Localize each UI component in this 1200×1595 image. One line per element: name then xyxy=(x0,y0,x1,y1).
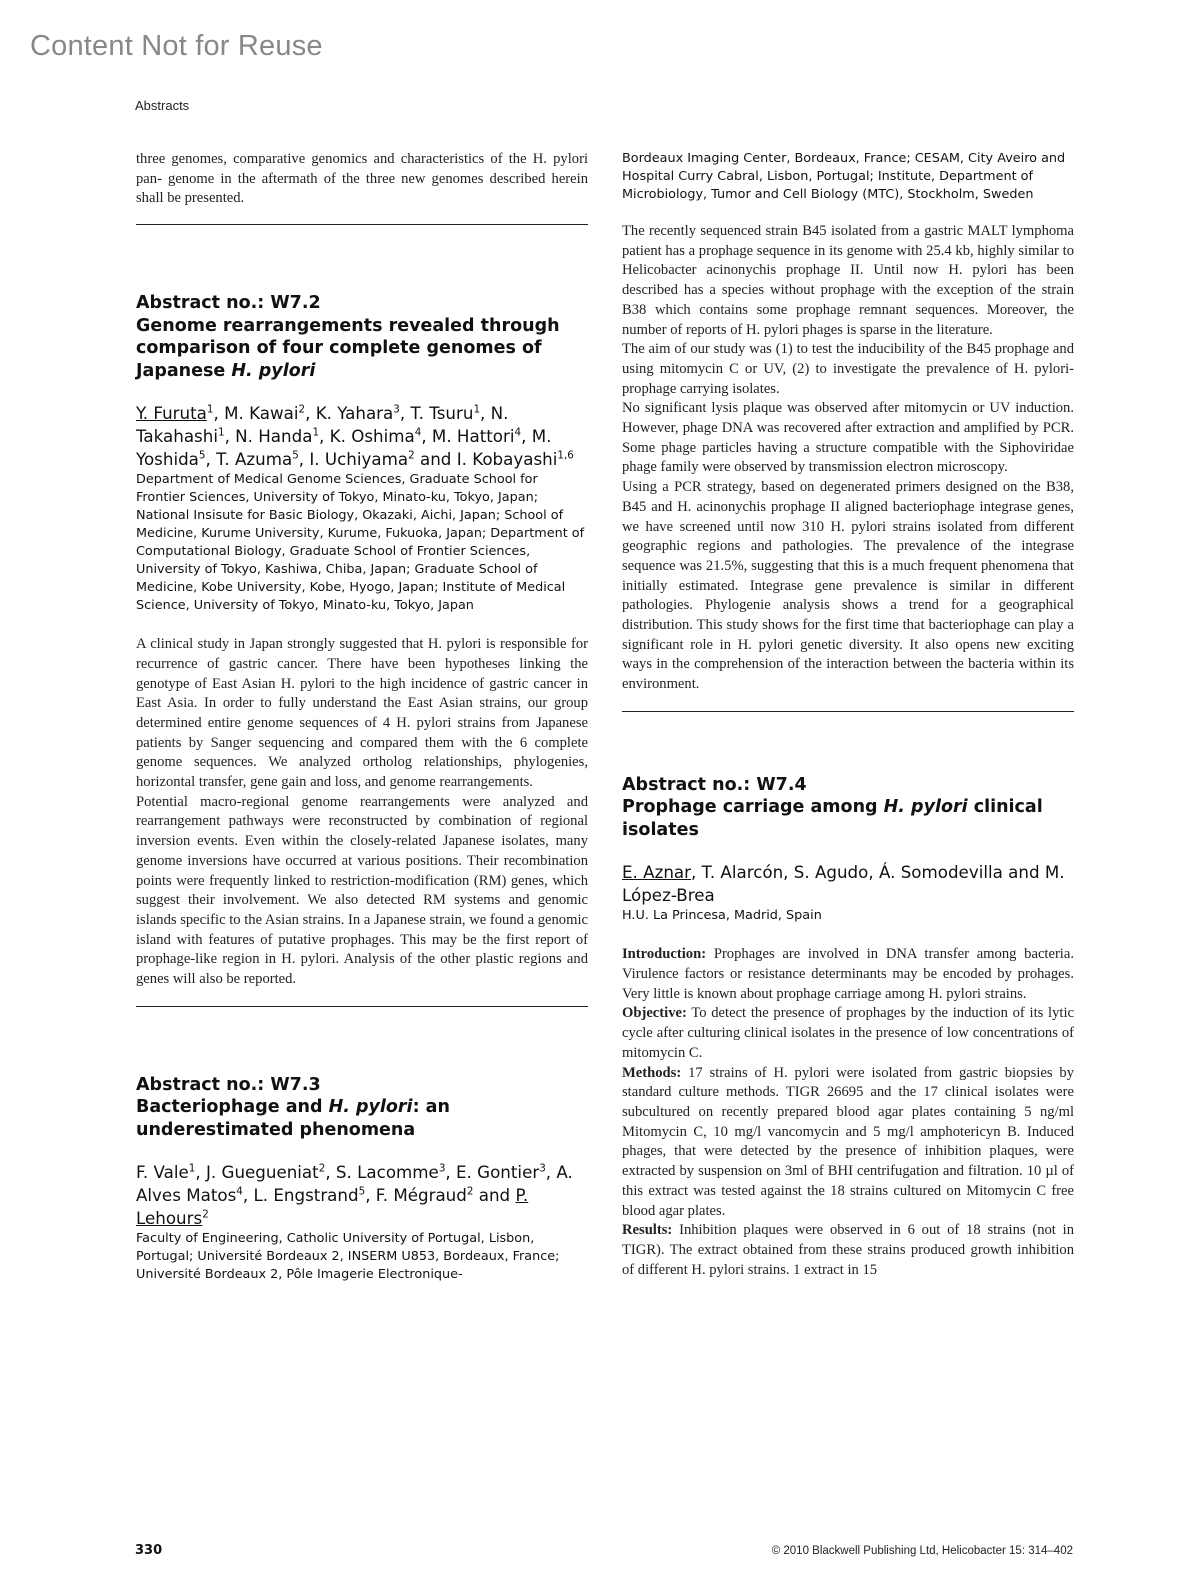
affiliations: Faculty of Engineering, Catholic University of Portugal, Lisbon, Portugal; Université Bordeaux 2, INSERM U853, Bordeaux, France; Université Bordeaux 2, Pôle Imagerie Electronique- xyxy=(136,1231,560,1283)
page-number: 330 xyxy=(135,1543,163,1558)
abstract-paragraph: No significant lysis plaque was observed after mitomycin or UV induction. However, phage DNA was recovered after extraction and amplified by PCR. Some phage particles having a structure compatible with the Siphoviridae phage family were observed by transmission electron microscopy. xyxy=(622,400,1074,476)
abstract-paragraph: A clinical study in Japan strongly suggested that H. pylori is responsible for recurrence of gastric cancer. There have been hypotheses linking the genotype of East Asian H. pylori to the high incidence of gastric cancer in East Asia. In order to fully understand the East Asian strains, our group determined entire genome sequences of 4 H. pylori strains from Japanese patients by Sanger sequencing and compared them with the 6 complete genome sequences. We analyzed ortholog relationships, phylogenies, horizontal transfer, gene gain and loss, and genome rearrangements. xyxy=(136,636,588,791)
affiliations: H.U. La Princesa, Madrid, Spain xyxy=(622,908,822,924)
abstract-paragraph: Using a PCR strategy, based on degenerated primers designed on the B38, B45 and H. acinonychis prophage II aligned bacteriophage integrase genes, we have screened until now 310 H. pylori strains isolated from different geographic regions and pathologies. The prevalence of the integrase sequence was 21.5%, suggesting that this is a much frequent phenomena that initially estimated. Integrase gene prevalence is similar in different pathologies. Phylogenie analysis shows a trend for a geographical distribution. This study shows for the first time that bacteriophage can play a significant role in H. pylori genetic diversity. It also opens new exciting ways in the comprehension of the interaction between the bacteria within its environment. xyxy=(622,479,1074,693)
abstract-title: Bacteriophage and H. pylori: an underestimated phenomena xyxy=(136,1097,450,1140)
abstract-title: Prophage carriage among H. pylori clinical isolates xyxy=(622,797,1043,840)
copyright-line: © 2010 Blackwell Publishing Ltd, Helicobacter 15: 314–402 xyxy=(771,1545,1073,1557)
abstract-title: Genome rearrangements revealed through comparison of four complete genomes of Japanese H. pylori xyxy=(136,315,560,381)
author-list: Y. Furuta$^1$, M. Kawai$^2$, K. Yahara$^3$, T. Tsuru$^1$, N. Takahashi$^1$, N. Handa$^1$, K. Oshima$^4$, M. Hattori$^4$, M. Yoshida$^5$, T. Azuma$^5$, I. Uchiyama$^2$ and I. Kobayashi$^{1,6}$ xyxy=(136,403,574,470)
abstract-w73 xyxy=(136,1074,588,1285)
introduction-paragraph: Introduction: Prophages are involved in DNA transfer among bacteria. Virulence factors or resistance determinants may be encoded by prohages. Very little is known about prophage carriage among H. pylori strains. xyxy=(622,946,1074,1002)
objective-paragraph: Objective: To detect the presence of prophages by the induction of its lytic cycle after culturing clinical isolates in the presence of low concentrations of mitomycin C. xyxy=(622,1005,1074,1061)
abstract-paragraph: The recently sequenced strain B45 isolated from a gastric MALT lymphoma patient has a prophage sequence in its genome with 25.4 kb, highly similar to Helicobacter acinonychis prophage II. Until now H. pylori has been described has a species without prophage with the exception of the strain B38 which contains some prophage remnant sequences. Moreover, the number of reports of H. pylori phages is sparse in the literature. xyxy=(622,223,1074,338)
abstract-w74 xyxy=(622,774,1074,1280)
left-column xyxy=(136,150,588,1284)
watermark: Content Not for Reuse xyxy=(30,30,323,62)
abstract-w72 xyxy=(136,292,588,990)
abstract-paragraph: Potential macro-regional genome rearrangements were analyzed and rearrangement pathways were reconstructed by combination of regional inversion events. Even within the closely-related Japanese isolates, many genome inversions have occurred at various positions. Their recombination points were frequently linked to restriction-modification (RM) genes, which suggest their involvement. We also detected RM systems and genomic islands specific to the Asian strains. In a Japanese strain, we found a genomic island with features of putative prophages. This may be the first report of prophage-like region in H. pylori. Analysis of the other plastic regions and genes will also be reported. xyxy=(136,793,588,988)
intro-text: three genomes, comparative genomics and characteristics of the H. pylori pan- genome in the aftermath of the three new genomes described herein shall be presented. xyxy=(136,151,588,207)
abstract-paragraph: The aim of our study was (1) to test the inducibility of the B45 prophage and using mitomycin C or UV, (2) to investigate the prevalence of H. pylori-prophage carrying isolates. xyxy=(622,341,1074,397)
abstract-number: Abstract no.: W7.4 xyxy=(622,774,807,795)
author-list: F. Vale$^1$, J. Guegueniat$^2$, S. Lacomme$^3$, E. Gontier$^3$, A. Alves Matos$^4$, L. Engstrand$^5$, F. Mégraud$^2$ and P. Lehours$^2$ xyxy=(136,1162,573,1229)
affiliations-continued: Bordeaux Imaging Center, Bordeaux, France; CESAM, City Aveiro and Hospital Curry Cabral, Lisbon, Portugal; Institute, Department of Microbiology, Tumor and Cell Biology (MTC), Stockholm, Sweden xyxy=(622,151,1066,202)
affiliations: Department of Medical Genome Sciences, Graduate School for Frontier Sciences, University of Tokyo, Minato-ku, Tokyo, Japan; National Insisute for Basic Biology, Okazaki, Aichi, Japan; School of Medicine, Kurume University, Kurume, Fukuoka, Japan; Department of Computational Biology, Graduate School of Frontier Sciences, University of Tokyo, Kashiwa, Chiba, Japan; Graduate School of Medicine, Kobe University, Kobe, Hyogo, Japan; Institute of Medical Science, University of Tokyo, Minato-ku, Tokyo, Japan xyxy=(136,472,585,614)
author-list: E. Aznar, T. Alarcón, S. Agudo, Á. Somodevilla and M. López-Brea xyxy=(622,862,1065,906)
right-column xyxy=(622,150,1074,1280)
abstract-number: Abstract no.: W7.2 xyxy=(136,293,321,314)
results-paragraph: Results: Inhibition plaques were observed in 6 out of 18 strains (not in TIGR). The extract obtained from these strains produced growth inhibition of different H. pylori strains. 1 extract in 15 xyxy=(622,1222,1074,1278)
running-head: Abstracts xyxy=(135,98,190,113)
abstract-number: Abstract no.: W7.3 xyxy=(136,1074,321,1095)
methods-paragraph: Methods: 17 strains of H. pylori were isolated from gastric biopsies by standard culture methods. TIGR 26695 and the 17 clinical isolates were subcultured on recently prepared blood agar plates containing 5 ng/ml Mitomycin C, 10 mg/l vancomycin and 5 mg/l amphotericyn B. Induced phages, that were detected by the presence of inhibition plaques, were extracted by suspension on 3ml of BHI centrifugation and filtration. 10 µl of this extract was tested against the 18 strains cultured on Mitomycin C free blood agar plates. xyxy=(622,1064,1075,1219)
